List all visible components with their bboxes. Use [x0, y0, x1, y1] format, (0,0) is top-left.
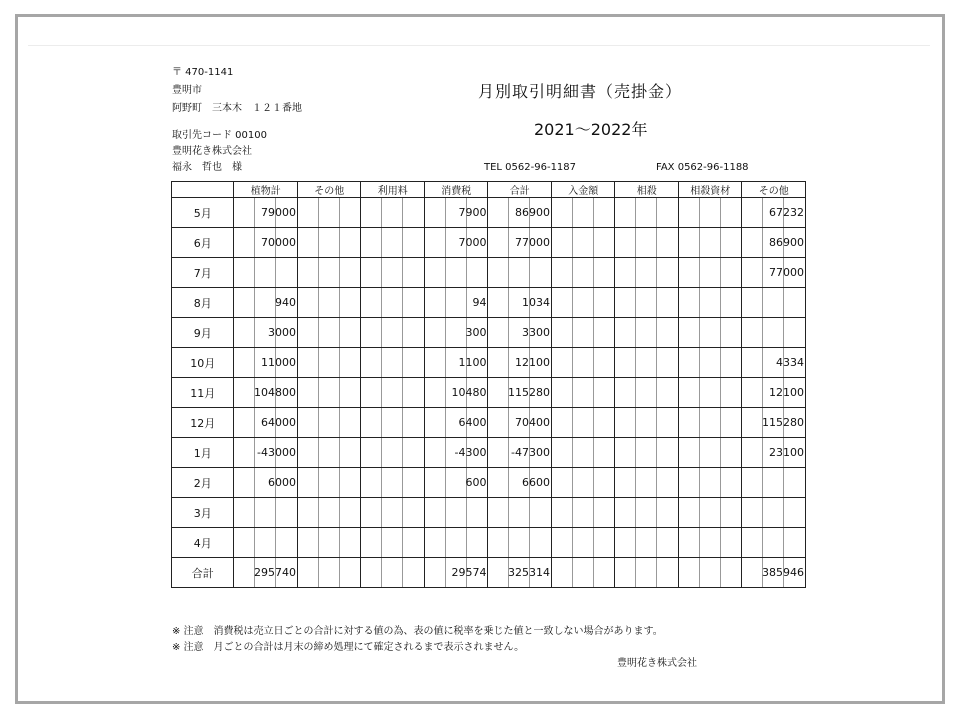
value-text — [552, 498, 615, 527]
value-cell — [234, 258, 298, 288]
value-text: -47300 — [488, 438, 551, 467]
value-cell — [234, 378, 298, 408]
column-header — [172, 182, 234, 198]
month-cell: 11月 — [172, 378, 234, 408]
value-text — [679, 558, 742, 587]
month-cell: 2月 — [172, 468, 234, 498]
value-text — [361, 228, 424, 257]
table-row — [172, 498, 806, 528]
period-title: 2021～2022年 — [534, 120, 648, 139]
value-cell — [361, 288, 425, 318]
value-text — [742, 528, 805, 557]
value-cell — [615, 258, 679, 288]
value-cell — [424, 288, 488, 318]
value-cell — [424, 408, 488, 438]
value-cell — [678, 258, 742, 288]
value-cell — [424, 348, 488, 378]
value-cell — [488, 438, 552, 468]
value-cell — [678, 198, 742, 228]
value-text — [679, 468, 742, 497]
value-text — [552, 288, 615, 317]
value-text — [298, 288, 361, 317]
value-text — [615, 438, 678, 467]
value-text — [361, 558, 424, 587]
table-row — [172, 558, 806, 588]
value-text — [361, 198, 424, 227]
value-cell — [234, 558, 298, 588]
column-header: 利用料 — [361, 182, 425, 198]
value-text — [361, 408, 424, 437]
value-text — [425, 498, 488, 527]
value-cell — [234, 348, 298, 378]
value-cell — [488, 468, 552, 498]
value-cell — [297, 348, 361, 378]
value-cell — [742, 408, 806, 438]
column-header: 消費税 — [424, 182, 488, 198]
value-cell — [297, 378, 361, 408]
value-cell — [488, 198, 552, 228]
value-cell — [678, 468, 742, 498]
value-cell — [297, 198, 361, 228]
value-cell — [361, 258, 425, 288]
value-cell — [551, 468, 615, 498]
value-text: 29574 — [425, 558, 488, 587]
value-cell — [297, 408, 361, 438]
value-text — [552, 408, 615, 437]
value-cell — [615, 228, 679, 258]
value-cell — [678, 378, 742, 408]
monthly-ledger-table — [171, 181, 806, 588]
value-text: 3300 — [488, 318, 551, 347]
value-cell — [234, 228, 298, 258]
value-cell — [615, 558, 679, 588]
column-header: 合計 — [488, 182, 552, 198]
value-cell — [297, 258, 361, 288]
value-text — [615, 528, 678, 557]
value-cell — [551, 198, 615, 228]
value-text — [552, 558, 615, 587]
value-text — [298, 318, 361, 347]
month-cell: 8月 — [172, 288, 234, 318]
client-code: 取引先コード 00100 — [172, 130, 267, 141]
value-text — [361, 288, 424, 317]
value-cell — [488, 408, 552, 438]
month-cell: 12月 — [172, 408, 234, 438]
value-cell — [615, 198, 679, 228]
value-cell — [488, 378, 552, 408]
value-text — [679, 288, 742, 317]
value-cell — [551, 348, 615, 378]
value-text — [361, 378, 424, 407]
table-row — [172, 528, 806, 558]
value-cell — [361, 498, 425, 528]
value-text — [679, 198, 742, 227]
value-cell — [234, 408, 298, 438]
top-divider — [28, 45, 930, 46]
value-cell — [678, 498, 742, 528]
value-text — [488, 258, 551, 287]
value-text — [234, 498, 297, 527]
value-text — [298, 198, 361, 227]
value-text: 70000 — [234, 228, 297, 257]
value-text — [552, 198, 615, 227]
value-cell — [424, 318, 488, 348]
value-text: 115280 — [488, 378, 551, 407]
month-cell: 10月 — [172, 348, 234, 378]
table-row — [172, 318, 806, 348]
value-cell — [361, 558, 425, 588]
value-text — [234, 258, 297, 287]
value-text — [679, 378, 742, 407]
value-cell — [297, 498, 361, 528]
value-cell — [615, 468, 679, 498]
value-cell — [488, 228, 552, 258]
value-cell — [297, 438, 361, 468]
value-text — [615, 468, 678, 497]
month-cell: 合計 — [172, 558, 234, 588]
value-cell — [361, 228, 425, 258]
value-text: 10480 — [425, 378, 488, 407]
value-cell — [361, 468, 425, 498]
value-cell — [678, 288, 742, 318]
value-text — [552, 528, 615, 557]
value-text — [615, 408, 678, 437]
value-text — [615, 318, 678, 347]
value-cell — [678, 348, 742, 378]
value-text — [361, 438, 424, 467]
address: 阿野町 三本木 １２１番地 — [172, 103, 302, 114]
value-text — [742, 468, 805, 497]
value-cell — [615, 498, 679, 528]
value-text: -43000 — [234, 438, 297, 467]
value-cell — [551, 378, 615, 408]
month-cell: 3月 — [172, 498, 234, 528]
column-header: 相殺 — [615, 182, 679, 198]
value-text — [615, 258, 678, 287]
value-cell — [742, 438, 806, 468]
month-cell: 6月 — [172, 228, 234, 258]
value-cell — [488, 288, 552, 318]
table-row — [172, 348, 806, 378]
table-row — [172, 288, 806, 318]
value-cell — [742, 468, 806, 498]
value-cell — [742, 228, 806, 258]
value-cell — [297, 318, 361, 348]
month-cell: 5月 — [172, 198, 234, 228]
value-text — [615, 348, 678, 377]
value-text — [361, 468, 424, 497]
footer-company: 豊明花き株式会社 — [617, 658, 697, 669]
value-text — [298, 558, 361, 587]
value-cell — [234, 318, 298, 348]
value-text: 385946 — [742, 558, 805, 587]
postal-code: 〒 470-1141 — [172, 67, 234, 78]
value-cell — [424, 438, 488, 468]
value-cell — [361, 528, 425, 558]
value-text — [615, 288, 678, 317]
value-text: 67232 — [742, 198, 805, 227]
note-tax: ※ 注意 消費税は売立日ごとの合計に対する値の為、表の値に税率を乗じた値と一致しない場合があります。 — [172, 626, 663, 637]
value-text: 6000 — [234, 468, 297, 497]
value-cell — [678, 438, 742, 468]
value-text — [679, 348, 742, 377]
page-title: 月別取引明細書（売掛金） — [478, 82, 683, 101]
value-cell — [424, 558, 488, 588]
value-text: 7000 — [425, 228, 488, 257]
value-cell — [551, 258, 615, 288]
value-text — [361, 258, 424, 287]
value-text: 115280 — [742, 408, 805, 437]
value-cell — [234, 468, 298, 498]
fax-number: FAX 0562-96-1188 — [656, 162, 749, 173]
value-text — [679, 408, 742, 437]
client-name: 豊明花き株式会社 — [172, 146, 252, 157]
value-cell — [234, 498, 298, 528]
tel-number: TEL 0562-96-1187 — [484, 162, 577, 173]
value-cell — [297, 228, 361, 258]
value-cell — [742, 378, 806, 408]
value-text — [679, 528, 742, 557]
value-text: 3000 — [234, 318, 297, 347]
value-text — [298, 228, 361, 257]
table-row — [172, 468, 806, 498]
value-cell — [297, 468, 361, 498]
value-cell — [678, 228, 742, 258]
value-text: 11000 — [234, 348, 297, 377]
value-text: 12100 — [742, 378, 805, 407]
value-cell — [424, 198, 488, 228]
table-row — [172, 228, 806, 258]
value-text: 79000 — [234, 198, 297, 227]
value-text: 940 — [234, 288, 297, 317]
value-cell — [488, 498, 552, 528]
value-text: 77000 — [742, 258, 805, 287]
value-text — [615, 198, 678, 227]
month-cell: 9月 — [172, 318, 234, 348]
month-cell: 4月 — [172, 528, 234, 558]
value-text: -4300 — [425, 438, 488, 467]
value-text — [298, 498, 361, 527]
value-cell — [742, 258, 806, 288]
value-text: 70400 — [488, 408, 551, 437]
value-text: 86900 — [742, 228, 805, 257]
value-text: 1034 — [488, 288, 551, 317]
value-cell — [742, 288, 806, 318]
value-text — [298, 378, 361, 407]
value-cell — [488, 318, 552, 348]
value-cell — [551, 438, 615, 468]
value-text: 64000 — [234, 408, 297, 437]
value-text: 325314 — [488, 558, 551, 587]
value-text: 1100 — [425, 348, 488, 377]
value-cell — [361, 438, 425, 468]
value-text — [298, 438, 361, 467]
value-cell — [742, 498, 806, 528]
value-cell — [551, 318, 615, 348]
value-cell — [742, 318, 806, 348]
column-header: 入金額 — [551, 182, 615, 198]
value-text — [298, 468, 361, 497]
value-text — [679, 438, 742, 467]
value-cell — [361, 348, 425, 378]
value-cell — [361, 378, 425, 408]
value-cell — [297, 558, 361, 588]
value-cell — [424, 468, 488, 498]
table-row — [172, 378, 806, 408]
month-cell: 7月 — [172, 258, 234, 288]
value-cell — [424, 228, 488, 258]
value-cell — [424, 378, 488, 408]
value-text — [552, 378, 615, 407]
value-cell — [742, 558, 806, 588]
value-text: 104800 — [234, 378, 297, 407]
value-text — [742, 498, 805, 527]
value-text — [361, 528, 424, 557]
table-row — [172, 438, 806, 468]
value-text — [679, 498, 742, 527]
value-cell — [488, 258, 552, 288]
value-text — [361, 348, 424, 377]
value-text — [552, 348, 615, 377]
value-cell — [615, 438, 679, 468]
value-cell — [297, 288, 361, 318]
value-cell — [234, 438, 298, 468]
value-cell — [678, 318, 742, 348]
value-text: 600 — [425, 468, 488, 497]
value-cell — [424, 258, 488, 288]
value-cell — [678, 558, 742, 588]
value-cell — [615, 378, 679, 408]
value-cell — [234, 288, 298, 318]
value-text — [742, 288, 805, 317]
value-text: 77000 — [488, 228, 551, 257]
value-text — [488, 498, 551, 527]
value-text: 94 — [425, 288, 488, 317]
value-cell — [678, 408, 742, 438]
value-text — [679, 258, 742, 287]
contact-name: 福永 哲也 様 — [172, 162, 242, 173]
value-text — [488, 528, 551, 557]
value-cell — [551, 528, 615, 558]
value-text — [552, 318, 615, 347]
value-cell — [361, 198, 425, 228]
value-text — [679, 228, 742, 257]
value-text — [679, 318, 742, 347]
value-text — [552, 438, 615, 467]
value-text: 12100 — [488, 348, 551, 377]
value-cell — [742, 348, 806, 378]
column-header: その他 — [742, 182, 806, 198]
value-cell — [551, 498, 615, 528]
value-cell — [742, 198, 806, 228]
value-cell — [488, 558, 552, 588]
table-row — [172, 258, 806, 288]
value-text — [552, 468, 615, 497]
value-cell — [615, 318, 679, 348]
value-cell — [551, 408, 615, 438]
value-text: 300 — [425, 318, 488, 347]
value-text — [552, 228, 615, 257]
table-header-row — [172, 182, 806, 198]
value-cell — [297, 528, 361, 558]
value-text: 295740 — [234, 558, 297, 587]
city: 豊明市 — [172, 85, 202, 96]
value-cell — [424, 498, 488, 528]
value-text: 23100 — [742, 438, 805, 467]
value-text — [298, 528, 361, 557]
column-header: 相殺資材 — [678, 182, 742, 198]
table-row — [172, 198, 806, 228]
value-cell — [615, 408, 679, 438]
value-text — [615, 498, 678, 527]
value-text — [425, 258, 488, 287]
value-cell — [424, 528, 488, 558]
value-text: 6600 — [488, 468, 551, 497]
note-closing: ※ 注意 月ごとの合計は月末の締め処理にて確定されるまで表示されません。 — [172, 642, 525, 653]
value-cell — [615, 528, 679, 558]
value-cell — [678, 528, 742, 558]
value-cell — [615, 348, 679, 378]
value-cell — [488, 528, 552, 558]
table-row — [172, 408, 806, 438]
value-text — [361, 498, 424, 527]
month-cell: 1月 — [172, 438, 234, 468]
value-text — [425, 528, 488, 557]
value-text — [615, 378, 678, 407]
value-text — [615, 228, 678, 257]
value-cell — [488, 348, 552, 378]
value-text — [298, 348, 361, 377]
value-cell — [361, 408, 425, 438]
value-cell — [551, 288, 615, 318]
value-cell — [615, 288, 679, 318]
value-text: 7900 — [425, 198, 488, 227]
value-cell — [551, 228, 615, 258]
column-header: その他 — [297, 182, 361, 198]
value-cell — [742, 528, 806, 558]
value-text: 6400 — [425, 408, 488, 437]
value-text: 4334 — [742, 348, 805, 377]
value-text: 86900 — [488, 198, 551, 227]
value-cell — [234, 198, 298, 228]
value-text — [615, 558, 678, 587]
value-cell — [551, 558, 615, 588]
column-header: 植物計 — [234, 182, 298, 198]
value-cell — [361, 318, 425, 348]
value-text — [552, 258, 615, 287]
value-text — [742, 318, 805, 347]
value-text — [361, 318, 424, 347]
value-text — [298, 258, 361, 287]
value-text — [298, 408, 361, 437]
value-cell — [234, 528, 298, 558]
value-text — [234, 528, 297, 557]
